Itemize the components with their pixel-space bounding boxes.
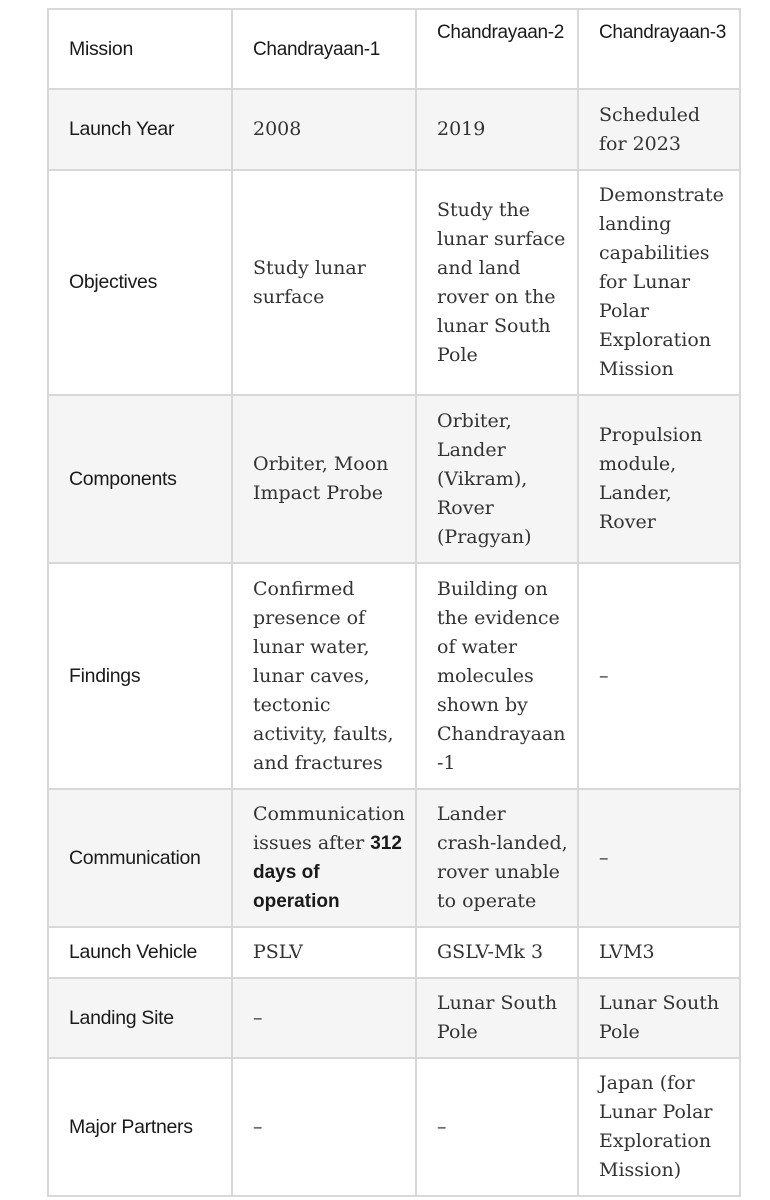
mission-comparison-table bbox=[47, 8, 741, 1197]
cell-chandrayaan-2: Orbiter, Lander (Vikram), Rover (Pragyan) bbox=[416, 395, 578, 563]
row-label: Launch Year bbox=[48, 89, 232, 170]
table-row-findings bbox=[48, 563, 740, 789]
communication-text: Communication issues after bbox=[253, 803, 405, 854]
cell-chandrayaan-3: Japan (for Lunar Polar Exploration Mission) bbox=[578, 1058, 740, 1196]
row-label: Components bbox=[48, 395, 232, 563]
row-label: Objectives bbox=[48, 170, 232, 395]
cell-chandrayaan-2: Study the lunar surface and land rover on the lunar South Pole bbox=[416, 170, 578, 395]
header-cell-mission: Mission bbox=[48, 9, 232, 89]
cell-chandrayaan-3: – bbox=[578, 789, 740, 927]
cell-chandrayaan-3: Demonstrate landing capabilities for Lunar Polar Exploration Mission bbox=[578, 170, 740, 395]
cell-chandrayaan-2: 2019 bbox=[416, 89, 578, 170]
table-row-communication bbox=[48, 789, 740, 927]
communication-days-emphasis: 312 days of operation bbox=[253, 833, 402, 912]
cell-chandrayaan-1: – bbox=[232, 1058, 416, 1196]
row-label: Launch Vehicle bbox=[48, 927, 232, 978]
cell-chandrayaan-3: LVM3 bbox=[578, 927, 740, 978]
cell-chandrayaan-1: Orbiter, Moon Impact Probe bbox=[232, 395, 416, 563]
cell-chandrayaan-2: GSLV-Mk 3 bbox=[416, 927, 578, 978]
header-cell-chandrayaan-3: Chandrayaan-3 bbox=[578, 9, 740, 89]
table-header-row bbox=[48, 9, 740, 89]
cell-chandrayaan-1: PSLV bbox=[232, 927, 416, 978]
cell-chandrayaan-2: Lander crash-landed, rover unable to operate bbox=[416, 789, 578, 927]
cell-chandrayaan-2: Lunar South Pole bbox=[416, 978, 578, 1058]
row-label: Landing Site bbox=[48, 978, 232, 1058]
row-label: Findings bbox=[48, 563, 232, 789]
cell-chandrayaan-2: Building on the evidence of water molecules shown by Chandrayaan-1 bbox=[416, 563, 578, 789]
header-cell-chandrayaan-2: Chandrayaan-2 bbox=[416, 9, 578, 89]
cell-chandrayaan-1: Confirmed presence of lunar water, lunar caves, tectonic activity, faults, and fractures bbox=[232, 563, 416, 789]
table-row-objectives bbox=[48, 170, 740, 395]
row-label: Communication bbox=[48, 789, 232, 927]
header-cell-chandrayaan-1: Chandrayaan-1 bbox=[232, 9, 416, 89]
table-row-major-partners bbox=[48, 1058, 740, 1196]
row-label: Major Partners bbox=[48, 1058, 232, 1196]
table-row-landing-site bbox=[48, 978, 740, 1058]
cell-chandrayaan-2: – bbox=[416, 1058, 578, 1196]
cell-chandrayaan-1 bbox=[232, 789, 416, 927]
cell-chandrayaan-3: Scheduled for 2023 bbox=[578, 89, 740, 170]
cell-chandrayaan-3: – bbox=[578, 563, 740, 789]
table-row-launch-vehicle bbox=[48, 927, 740, 978]
cell-chandrayaan-3: Propulsion module, Lander, Rover bbox=[578, 395, 740, 563]
mission-comparison-table-container bbox=[47, 8, 739, 1197]
cell-chandrayaan-1: – bbox=[232, 978, 416, 1058]
table-row-components bbox=[48, 395, 740, 563]
cell-chandrayaan-1: 2008 bbox=[232, 89, 416, 170]
cell-chandrayaan-3: Lunar South Pole bbox=[578, 978, 740, 1058]
table-row-launch-year bbox=[48, 89, 740, 170]
cell-chandrayaan-1: Study lunar surface bbox=[232, 170, 416, 395]
